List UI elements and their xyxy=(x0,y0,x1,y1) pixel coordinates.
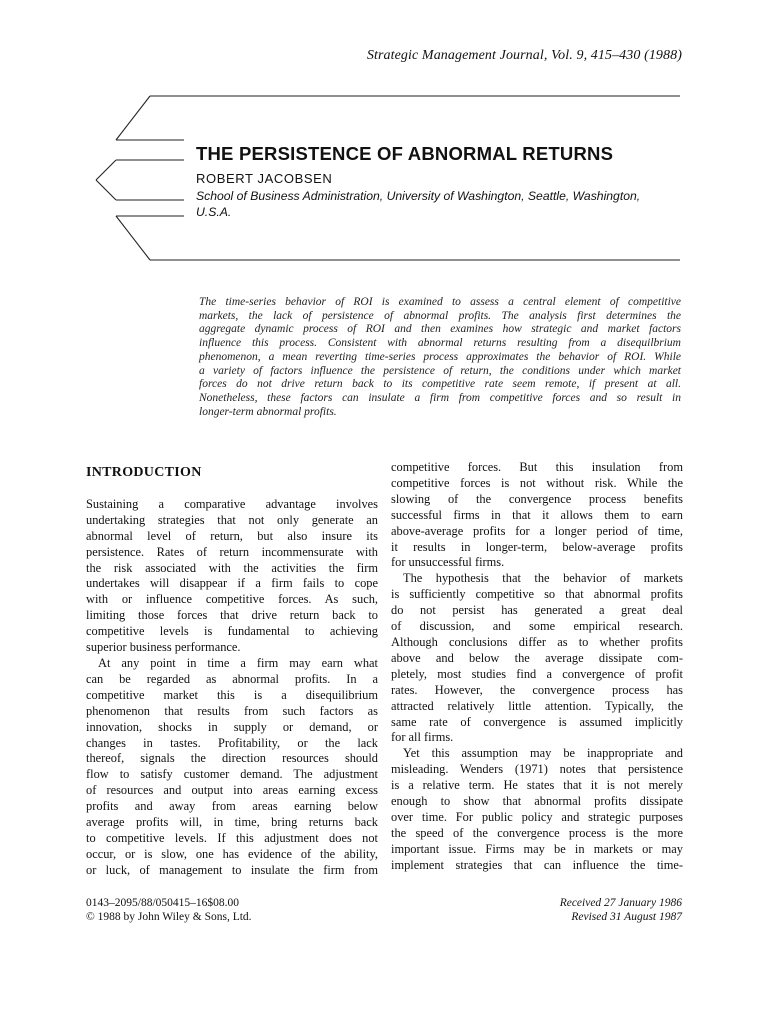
abstract-line: aggregate dynamic process of ROI and then examines how strategic and market factors xyxy=(199,323,681,336)
body-text-line: the speed of the convergence process is the more xyxy=(391,825,683,840)
body-text-line: average profits will, in time, bring returns back xyxy=(86,815,378,830)
abstract-line: Nonetheless, these factors can insulate a firm from competitive forces and so result in xyxy=(199,391,681,404)
right-column xyxy=(391,460,683,874)
body-text-line: of resources and output into areas earning excess xyxy=(86,783,378,798)
body-text-line: can be regarded as abnormal profits. In a xyxy=(86,671,378,686)
title-frame-decoration xyxy=(92,92,688,267)
body-text-line: successful firms in that it allows them to earn xyxy=(391,507,683,522)
copyright-line: © 1988 by John Wiley & Sons, Ltd. xyxy=(86,911,252,923)
body-text-line: rates. However, the convergence process has xyxy=(391,682,683,697)
received-date: Received 27 January 1986 xyxy=(559,897,682,909)
author-affiliation xyxy=(196,188,686,220)
abstract-line: markets, the lack of persistence of abnormal profits. The analysis first determines the xyxy=(199,309,681,322)
body-text-line: same rate of convergence is assumed implicitly xyxy=(391,714,683,729)
body-text-line: misleading. Wenders (1971) notes that persistence xyxy=(391,762,683,777)
abstract-line: a variety of factors influence the persistence of return, the conditions under which market xyxy=(199,364,681,377)
abstract-line: forces do not drive return back to its competitive rate seem remote, if present at all. xyxy=(199,378,681,391)
body-text-line: competitive market this is a disequilibrium xyxy=(86,687,378,702)
body-text-line: At any point in time a firm may earn what xyxy=(98,655,378,670)
received-dates xyxy=(560,896,682,924)
body-text-line: with or influence competitive forces. As such, xyxy=(86,592,378,607)
author-name: ROBERT JACOBSEN xyxy=(196,171,333,186)
body-text-line: competitive forces is not without risk. While the xyxy=(391,475,683,490)
body-text-line: Sustaining a comparative advantage involves xyxy=(86,496,378,511)
body-text-line: for unsuccessful firms. xyxy=(391,555,505,570)
abstract-line: influence this process. Consistent with abnormal returns resulting from a disequilbrium xyxy=(199,337,681,350)
left-column xyxy=(86,460,378,879)
body-text-line: phenomenon that results from such factors as xyxy=(86,703,378,718)
body-text-line: competitive forces. But this insulation from xyxy=(391,460,683,474)
body-text-line: it results in longer-term, below-average profits xyxy=(391,539,683,554)
body-text-line: do not persist has generated a great deal xyxy=(391,603,683,618)
body-text-line: is sufficiently competitive so that abnormal profits xyxy=(391,587,683,602)
body-text-line: implement strategies that can influence the time- xyxy=(391,857,683,872)
abstract xyxy=(199,296,681,419)
body-text-line: enough to show that abnormal profits dissipate xyxy=(391,794,683,809)
body-text-line: slowing of the convergence process benefits xyxy=(391,491,683,506)
body-text-line: above and below the average dissipate com- xyxy=(391,650,683,665)
body-text-line: thereof, signals the direction resources should xyxy=(86,751,378,766)
section-heading: INTRODUCTION xyxy=(86,465,202,480)
body-text-line: for all firms. xyxy=(391,730,454,745)
abstract-line: The time-series behavior of ROI is examined to assess a central element of competitive xyxy=(199,296,681,308)
body-text-line: of discussion, and some empirical research. xyxy=(391,619,683,634)
body-text-line: abnormal level of return, but also insure its xyxy=(86,528,378,543)
body-text-line: limiting those forces that drive return back to xyxy=(86,608,378,623)
body-text-line: profits and away from areas earning below xyxy=(86,799,378,814)
body-text-line: The hypothesis that the behavior of markets xyxy=(403,571,683,586)
affiliation-line: School of Business Administration, University of Washington, Seattle, Washington, xyxy=(196,189,641,203)
body-text-line: the risk associated with the activities the firm xyxy=(86,560,378,575)
affiliation-line: U.S.A. xyxy=(196,205,232,219)
body-text-line: undertaking strategies that not only generate an xyxy=(86,512,378,527)
body-text-line: undertakes will disappear if a firm fails to cope xyxy=(86,576,378,591)
article-title: THE PERSISTENCE OF ABNORMAL RETURNS xyxy=(196,143,614,164)
revised-date: Revised 31 August 1987 xyxy=(571,911,682,923)
body-text-line: attracted relatively little attention. Typically, the xyxy=(391,698,683,713)
body-text-line: Although conclusions differ as to whether profits xyxy=(391,634,683,649)
body-text-line: occur, or is slow, one has evidence of the ability, xyxy=(86,846,378,861)
right-column-text xyxy=(391,460,683,874)
journal-citation: Strategic Management Journal, Vol. 9, 415–430 (1988) xyxy=(366,48,682,63)
body-text-line: pletely, most studies find a convergence of profit xyxy=(391,666,683,681)
issn-line: 0143–2095/88/050415–16$08.00 xyxy=(86,897,240,909)
body-text-line: important issue. Firms may be in markets or may xyxy=(391,841,683,856)
abstract-line: phenomenon, a mean reverting time-series process approximates the behavior of ROI. While xyxy=(199,350,681,363)
body-text-line: changes in tastes. Profitability, or the lack xyxy=(86,735,378,750)
body-text-line: superior business performance. xyxy=(86,640,241,655)
copyright-footer xyxy=(86,896,252,924)
body-text-line: above-average profits for a longer period of time, xyxy=(391,523,683,538)
body-text-line: is a relative term. He states that it is not merely xyxy=(391,778,683,793)
left-column-text xyxy=(86,497,378,879)
body-text-line: or luck, of management to insulate the firm from xyxy=(86,862,378,877)
body-text-line: to competitive levels. If this adjustment does not xyxy=(86,830,378,845)
body-text-line: persistence. Rates of return incommensurate with xyxy=(86,544,378,559)
body-text-line: competitive levels is fundamental to achieving xyxy=(86,624,378,639)
body-text-line: Yet this assumption may be inappropriate and xyxy=(403,746,683,761)
body-text-line: over time. For public policy and strategic purposes xyxy=(391,809,683,824)
abstract-line: longer-term abnormal profits. xyxy=(199,405,337,418)
body-text-line: flow to satisfy customer demand. The adjustment xyxy=(86,767,378,782)
body-text-line: innovation, shocks in supply or demand, or xyxy=(86,719,378,734)
